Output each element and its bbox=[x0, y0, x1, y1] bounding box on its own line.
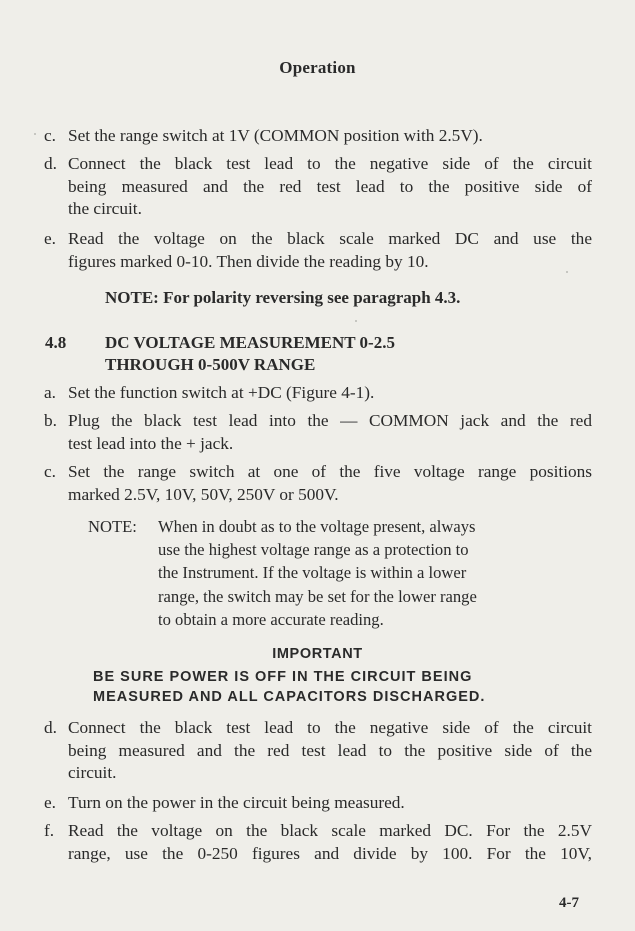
text-line: Set the function switch at +DC (Figure 4-1). bbox=[68, 383, 375, 402]
list-item-letter: d. bbox=[44, 718, 57, 737]
list-item-text bbox=[68, 382, 592, 405]
list-item-b bbox=[44, 410, 592, 455]
text-line: Connect the black test lead to the negative side of the circuit bbox=[68, 718, 592, 737]
list-item-letter: b. bbox=[44, 411, 57, 430]
list-item-a bbox=[44, 382, 592, 405]
note-line: range, the switch may be set for the lower range bbox=[158, 586, 477, 606]
text-line: test lead into the + jack. bbox=[68, 433, 234, 453]
note-line: to obtain a more accurate reading. bbox=[158, 609, 384, 629]
text-line: marked 2.5V, 10V, 50V, 250V or 500V. bbox=[68, 484, 339, 504]
text-line: circuit. bbox=[68, 763, 117, 782]
list-item-letter: d. bbox=[44, 154, 57, 173]
list-item-e bbox=[44, 228, 592, 273]
print-speck bbox=[355, 320, 357, 322]
list-item-letter: f. bbox=[44, 821, 55, 840]
page-number: 4-7 bbox=[559, 895, 579, 911]
text-line: Read the voltage on the black scale marked DC. For the 2.5V bbox=[68, 821, 592, 840]
list-item-letter: e. bbox=[44, 229, 56, 248]
text-line: Connect the black test lead to the negative side of the circuit bbox=[68, 154, 592, 173]
text-line: being measured and the red test lead to the positive side of the bbox=[68, 740, 592, 760]
text-line: Plug the black test lead into the — COMMON jack and the red bbox=[68, 411, 592, 430]
important-heading: IMPORTANT bbox=[272, 646, 363, 662]
list-item-text bbox=[68, 228, 592, 273]
note-label: NOTE: bbox=[88, 517, 137, 536]
list-item-text bbox=[68, 461, 592, 506]
text-line: range, use the 0-250 figures and divide by 100. For the 10V, bbox=[68, 843, 592, 863]
text-line: Read the voltage on the black scale marked DC and use the bbox=[68, 229, 592, 248]
text-line: figures marked 0-10. Then divide the reading by 10. bbox=[68, 251, 429, 271]
list-item-c bbox=[44, 125, 592, 148]
note-body bbox=[158, 515, 548, 631]
list-item-text bbox=[68, 792, 592, 815]
list-item-letter: c. bbox=[44, 126, 56, 145]
section-title-line-1: DC VOLTAGE MEASUREMENT 0-2.5 bbox=[105, 333, 395, 352]
polarity-note: NOTE: For polarity reversing see paragraph 4.3. bbox=[105, 288, 461, 307]
section-number: 4.8 bbox=[45, 333, 67, 352]
note-line: use the highest voltage range as a protection to bbox=[158, 540, 469, 560]
text-line: Turn on the power in the circuit being measured. bbox=[68, 793, 405, 812]
warning-line: MEASURED AND ALL CAPACITORS DISCHARGED. bbox=[93, 689, 486, 705]
print-speck bbox=[34, 133, 36, 135]
list-item-letter: e. bbox=[44, 793, 56, 812]
text-line: Set the range switch at 1V (COMMON position with 2.5V). bbox=[68, 126, 483, 145]
list-item-d bbox=[44, 717, 592, 785]
section-title-line-2: THROUGH 0-500V RANGE bbox=[105, 355, 316, 374]
note-line: When in doubt as to the voltage present, always bbox=[158, 517, 476, 536]
important-warning bbox=[93, 667, 485, 707]
list-item-c bbox=[44, 461, 592, 506]
list-item-letter: a. bbox=[44, 383, 56, 402]
print-speck bbox=[566, 271, 568, 273]
list-item-text bbox=[68, 820, 592, 865]
list-item-text bbox=[68, 153, 592, 221]
list-item-text bbox=[68, 410, 592, 455]
page-header: Operation bbox=[279, 58, 356, 77]
text-line: Set the range switch at one of the five voltage range positions bbox=[68, 462, 592, 481]
list-item-f bbox=[44, 820, 592, 865]
list-item-e bbox=[44, 792, 592, 815]
warning-line: BE SURE POWER IS OFF IN THE CIRCUIT BEING bbox=[93, 669, 473, 685]
list-item-text bbox=[68, 717, 592, 785]
note-line: the Instrument. If the voltage is within a lower bbox=[158, 563, 467, 583]
text-line: the circuit. bbox=[68, 199, 142, 218]
list-item-text bbox=[68, 125, 592, 148]
text-line: being measured and the red test lead to the positive side of bbox=[68, 176, 592, 196]
list-item-d bbox=[44, 153, 592, 221]
list-item-letter: c. bbox=[44, 462, 56, 481]
